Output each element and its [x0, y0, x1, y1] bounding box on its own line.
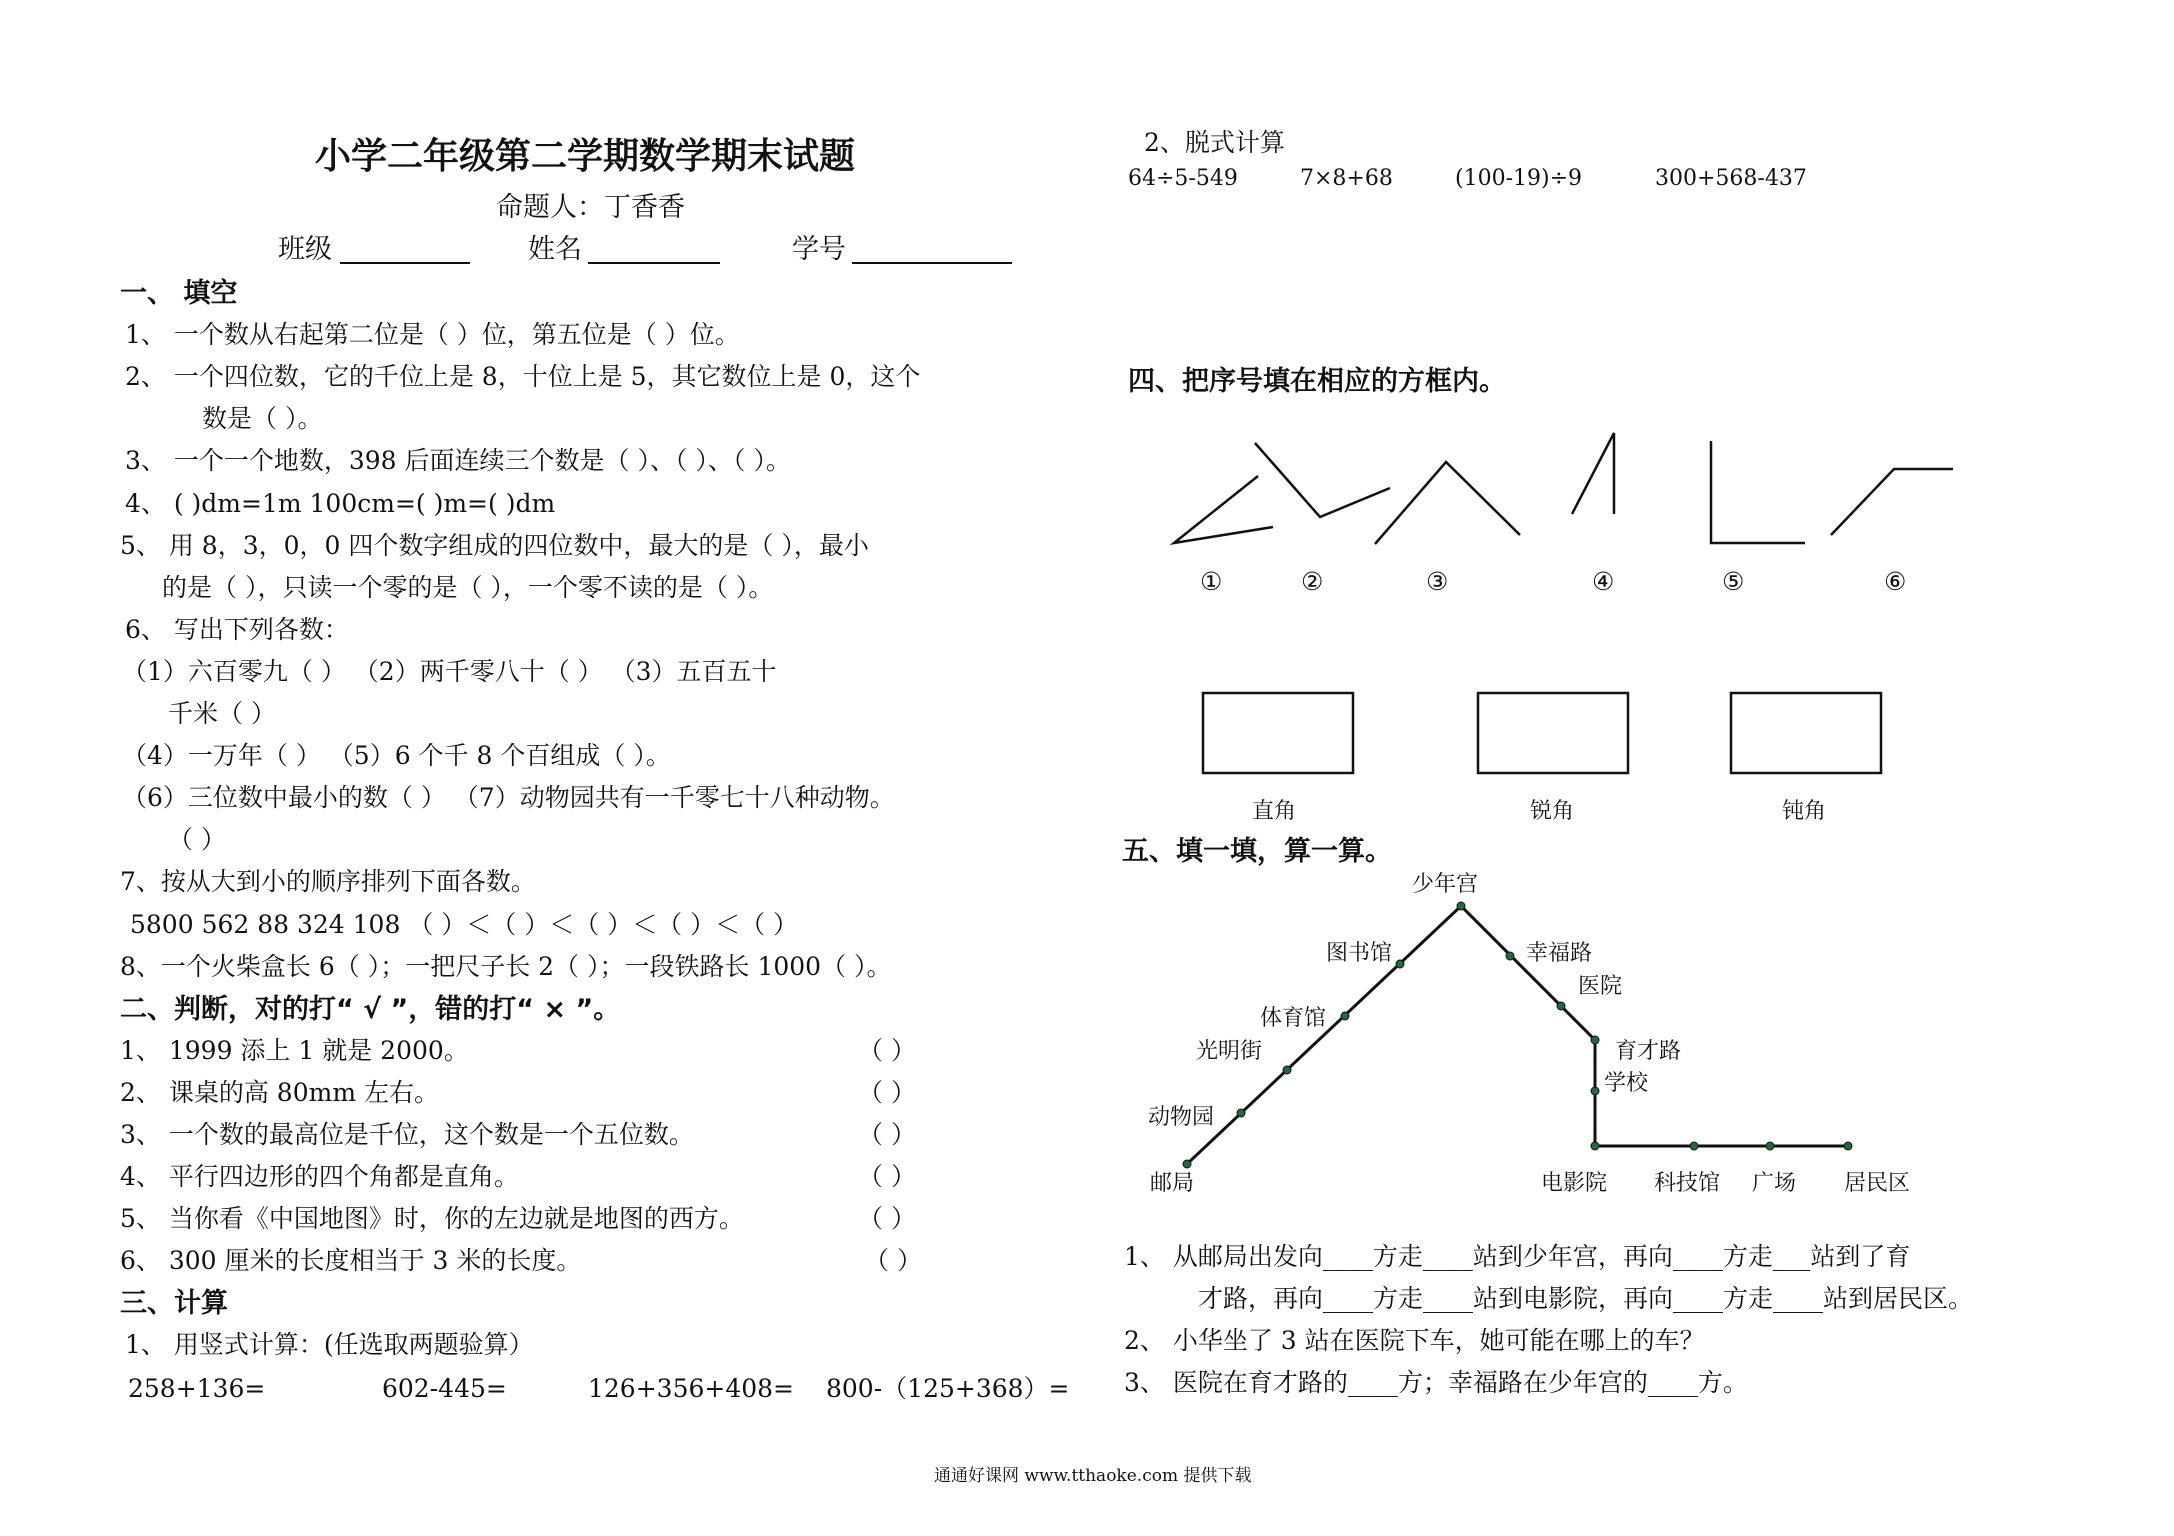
- station-kejiguan: 科技馆: [1654, 1171, 1721, 1196]
- station-dot-shaoniangong: [1457, 902, 1465, 910]
- section5-heading: 五、填一填，算一算。: [1122, 836, 1392, 867]
- figure-number-2: ②: [1301, 567, 1324, 596]
- station-xingfulu: 幸福路: [1526, 941, 1593, 966]
- s2-item-2: 2、 课桌的高 80mm 左右。: [120, 1078, 439, 1107]
- s2-item-6: 6、 300 厘米的长度相当于 3 米的长度。: [120, 1246, 582, 1275]
- s2-item-1-mark[interactable]: （ ）: [858, 1036, 916, 1065]
- station-dot-yiyuan: [1557, 1002, 1565, 1010]
- station-guangmingjie: 光明街: [1196, 1039, 1263, 1064]
- s3-sub2: 2、脱式计算: [1144, 128, 1285, 157]
- s3-sub1: 1、 用竖式计算：(任选取两题验算）: [125, 1330, 534, 1359]
- station-xuexiao: 学校: [1604, 1071, 1649, 1096]
- station-dongwuyuan: 动物园: [1148, 1105, 1215, 1130]
- station-dianyingyuan: 电影院: [1541, 1171, 1608, 1196]
- figure-number-1: ①: [1200, 567, 1223, 596]
- s1-q2-cont: 数是（ ）。: [202, 404, 323, 433]
- s1-q2: 2、 一个四位数，它的千位上是 8，十位上是 5，其它数位上是 0，这个: [125, 362, 921, 391]
- s1-q7: 7、按从大到小的顺序排列下面各数。: [120, 867, 536, 896]
- author-line: 命题人：丁香香: [496, 192, 685, 223]
- s2-item-4-mark[interactable]: （ ）: [858, 1162, 916, 1191]
- station-shaoniangong: 少年宫: [1412, 872, 1479, 897]
- s1-q6-row1: （1）六百零九（ ） （2）两千零八十（ ） （3）五百五十: [122, 657, 777, 686]
- s2-item-1: 1、 1999 添上 1 就是 2000。: [120, 1036, 469, 1065]
- station-dot-dianyingyuan: [1591, 1142, 1599, 1150]
- page-title: 小学二年级第二学期数学期末试题: [315, 136, 856, 177]
- s5-q1-cont: 才路，再向____方走____站到电影院，再向____方走____站到居民区。: [1198, 1284, 1974, 1313]
- name-label: 姓名: [528, 234, 582, 265]
- station-dot-xuexiao: [1591, 1087, 1599, 1095]
- station-dot-tiyuguan: [1341, 1012, 1349, 1020]
- station-tiyuguan: 体育馆: [1260, 1006, 1327, 1031]
- figure-number-3: ③: [1426, 567, 1449, 596]
- s5-q1: 1、 从邮局出发向____方走____站到少年宫，再向____方走___站到了育: [1124, 1242, 1911, 1271]
- s1-q6-row3-cont: （ ）: [168, 825, 226, 854]
- class-label: 班级: [278, 234, 332, 265]
- station-tushuguan: 图书馆: [1326, 941, 1393, 966]
- station-dot-dongwuyuan: [1237, 1109, 1245, 1117]
- right-angle-label: 直角: [1252, 799, 1297, 824]
- s1-q6-row2: （4）一万年（ ） （5）6 个千 8 个百组成（ ）。: [122, 741, 671, 770]
- station-dot-yucailu: [1591, 1036, 1599, 1044]
- s2-item-4: 4、 平行四边形的四个角都是直角。: [120, 1162, 519, 1191]
- s1-q3: 3、 一个一个地数，398 后面连续三个数是（ ）、（ ）、（ ）。: [125, 446, 791, 475]
- s2-item-2-mark[interactable]: （ ）: [858, 1078, 916, 1107]
- footer-credit: 通通好课网 www.tthaoke.com 提供下载: [934, 1466, 1252, 1486]
- s5-q3: 3、 医院在育才路的____方；幸福路在少年宫的____方。: [1124, 1368, 1748, 1397]
- station-dot-guangmingjie: [1283, 1066, 1291, 1074]
- station-dot-tushuguan: [1396, 960, 1404, 968]
- s1-q6: 6、 写出下列各数：: [125, 615, 349, 644]
- station-dot-jumin: [1844, 1142, 1852, 1150]
- s3-expr-1: 258+136=: [128, 1374, 266, 1403]
- s3-expr-2: 602-445=: [382, 1374, 507, 1403]
- route-line: [1187, 906, 1848, 1164]
- s2-item-5-mark[interactable]: （ ）: [858, 1204, 916, 1233]
- student-id-label: 学号: [792, 234, 846, 265]
- s3-expr2-4: 300+568-437: [1655, 166, 1807, 191]
- station-guangchang: 广场: [1752, 1171, 1797, 1196]
- s3-expr-4: 800-（125+368）=: [826, 1374, 1070, 1403]
- s1-q6-row1-cont: 千米（ ）: [168, 699, 276, 728]
- s1-q7-numbers: 5800 562 88 324 108 （ ）＜（ ）＜（ ）＜（ ）＜（ ）: [130, 910, 799, 939]
- station-yiyuan: 医院: [1578, 974, 1623, 999]
- section2-heading: 二、判断，对的打“ √ ”，错的打“ × ”。: [120, 994, 621, 1025]
- acute-angle-label: 锐角: [1530, 799, 1575, 824]
- s2-item-3: 3、 一个数的最高位是千位，这个数是一个五位数。: [120, 1120, 694, 1149]
- s2-item-5: 5、 当你看《中国地图》时，你的左边就是地图的西方。: [120, 1204, 744, 1233]
- station-dot-kejiguan: [1690, 1142, 1698, 1150]
- station-dot-xingfulu: [1506, 952, 1514, 960]
- figure-number-4: ④: [1592, 567, 1615, 596]
- s5-q2: 2、 小华坐了 3 站在医院下车，她可能在哪上的车？: [1124, 1326, 1705, 1355]
- s3-expr2-1: 64÷5-549: [1128, 166, 1238, 191]
- station-dot-youju: [1183, 1160, 1191, 1168]
- s3-expr-3: 126+356+408=: [588, 1374, 794, 1403]
- station-dot-guangchang: [1766, 1142, 1774, 1150]
- s1-q5-cont: 的是（ ），只读一个零的是（ ），一个零不读的是（ ）。: [162, 573, 774, 602]
- station-youju: 邮局: [1150, 1171, 1195, 1196]
- station-yucailu: 育才路: [1615, 1039, 1682, 1064]
- s1-q8: 8、一个火柴盒长 6（ ）；一把尺子长 2（ ）；一段铁路长 1000（ ）。: [120, 952, 892, 981]
- section3-heading: 三、计算: [120, 1288, 228, 1319]
- s3-expr2-2: 7×8+68: [1300, 166, 1393, 191]
- obtuse-angle-label: 钝角: [1782, 799, 1827, 824]
- s1-q6-row3: （6）三位数中最小的数（ ） （7）动物园共有一千零七十八种动物。: [122, 783, 895, 812]
- figure-number-6: ⑥: [1884, 567, 1907, 596]
- station-jumin: 居民区: [1844, 1171, 1911, 1196]
- section1-heading: 一、 填空: [120, 278, 238, 309]
- s1-q1: 1、 一个数从右起第二位是（ ）位，第五位是（ ）位。: [125, 320, 740, 349]
- s2-item-3-mark[interactable]: （ ）: [858, 1120, 916, 1149]
- s1-q5: 5、 用 8，3，0，0 四个数字组成的四位数中，最大的是（ ），最小: [120, 531, 869, 560]
- s3-expr2-3: (100-19)÷9: [1455, 166, 1583, 191]
- s2-item-6-mark[interactable]: （ ）: [864, 1246, 922, 1275]
- figure-number-5: ⑤: [1722, 567, 1745, 596]
- s1-q4: 4、 ( )dm=1m 100cm=( )m=( )dm: [125, 489, 556, 518]
- section4-heading: 四、把序号填在相应的方框内。: [1128, 366, 1506, 397]
